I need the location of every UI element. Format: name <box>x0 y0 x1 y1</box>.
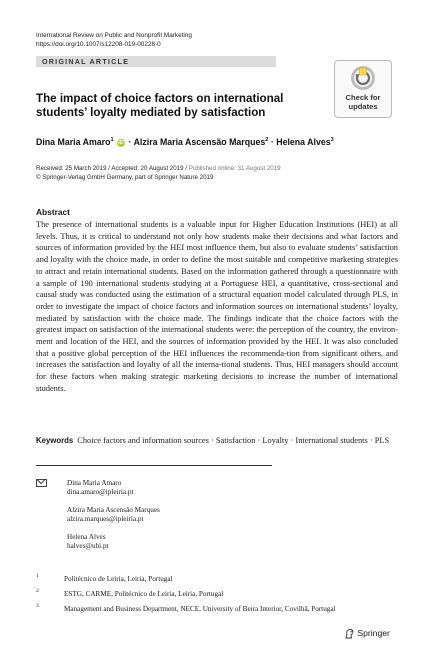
orcid-icon[interactable]: iD <box>118 139 124 146</box>
publisher-logo <box>344 628 390 639</box>
publisher-name: Springer <box>357 628 390 638</box>
springer-horse-icon <box>344 628 355 639</box>
contact-entry <box>67 533 109 552</box>
contact-name: Dina Maria Amaro <box>67 479 122 487</box>
author-list <box>36 137 334 147</box>
author-name: Helena Alves <box>276 137 331 147</box>
affiliation-number: 2 <box>36 588 39 594</box>
keywords-text: Choice factors and information sources · Satisfaction · Loyalty · International students · PLS <box>77 436 390 445</box>
received-accepted-date: Received: 25 March 2019 / Accepted: 20 August 2019 / <box>36 165 188 172</box>
contact-email[interactable]: alzira.marques@ipleiria.pt <box>67 515 144 524</box>
contact-email[interactable]: dina.amaro@ipleiria.pt <box>67 488 134 497</box>
article-type-banner: ORIGINAL ARTICLE <box>36 56 276 67</box>
doi-link[interactable]: https://doi.org/10.1007/s12208-019-00228-0 <box>36 40 161 48</box>
check-updates-icon <box>350 65 376 91</box>
footnote-divider <box>36 465 272 466</box>
article-title: The impact of choice factors on international students’ loyalty mediated by satisfaction <box>36 92 284 120</box>
author-affiliation-ref: 1 <box>110 137 114 144</box>
contact-entry <box>67 506 160 525</box>
check-updates-line2: updates <box>348 102 378 111</box>
author-separator: · <box>128 137 132 147</box>
contact-name: Alzira Maria Ascensão Marques <box>67 506 160 514</box>
copyright-notice: © Springer-Verlag GmbH Germany, part of Springer Nature 2019 <box>36 173 214 181</box>
keywords-heading: Keywords <box>36 436 74 445</box>
affiliation-number: 1 <box>36 573 39 579</box>
contact-entry <box>67 479 134 498</box>
abstract-body: The presence of international students is a valuable input for Higher Education Institutions (HEI) at all levels. Thus, it is critical to understand not only how students make their decisions and what factors and sources of information provided by the HEI most influence them, but also to evaluate students’ satisfaction and loyalty with the choice made, in order to define the most suitable and competitive marketing strategies to attract and retain international students. Based on the information gathered through a questionnaire with a sample of 190 international students studying at a Portuguese HEI, a quantitative, cross-sectional and causal study was conducted using the estimation of a structural equation model calculated through PLS, in order to investigate the impact of choice factors and information sources on international students’ loyalty, mediated by satisfaction with the choice made. The findings indicate that the choice factors with the greatest impact on satisfaction of the international students were: the perception of the country, the environ-ment and location of the HEI, and the sources of information provided by the HEI. It was also concluded that a positive global perception of the HEI influences the recommenda-tion from significant others, and increases the satisfaction and loyalty of all the interna-tional students. Thus, HEI managers should account for these factors when making strategic marketing decisions to increase the number of international students. <box>36 220 398 393</box>
check-updates-line1: Check for <box>345 93 381 102</box>
author-separator: · <box>270 137 274 147</box>
affiliation-number: 3 <box>36 603 39 609</box>
contact-name: Helena Alves <box>67 533 106 541</box>
contact-email[interactable]: halves@ubi.pt <box>67 542 109 551</box>
author-name: Alzira Maria Ascensão Marques <box>133 137 266 147</box>
journal-header <box>36 32 192 49</box>
published-online-date: Published online: 31 August 2019 <box>188 165 281 172</box>
publication-dates <box>36 165 281 183</box>
check-for-updates-badge[interactable] <box>334 60 392 118</box>
affiliation-text: ESTG, CARME, Politécnico de Leiria, Leiria, Portugal <box>64 590 224 598</box>
journal-name: International Review on Public and Nonprofit Marketing <box>36 32 192 39</box>
affiliation-text: Management and Business Department, NECE, University of Beira Interior, Covilhã, Portugal <box>64 605 336 613</box>
keywords-section <box>36 435 398 447</box>
affiliation-text: Politécnico de Leiria, Leiria, Portugal <box>64 575 173 583</box>
author-name: Dina Maria Amaro <box>36 137 111 147</box>
envelope-icon <box>36 479 47 487</box>
abstract-heading: Abstract <box>36 207 70 217</box>
author-affiliation-ref: 3 <box>330 137 334 144</box>
author-affiliation-ref: 2 <box>265 137 269 144</box>
